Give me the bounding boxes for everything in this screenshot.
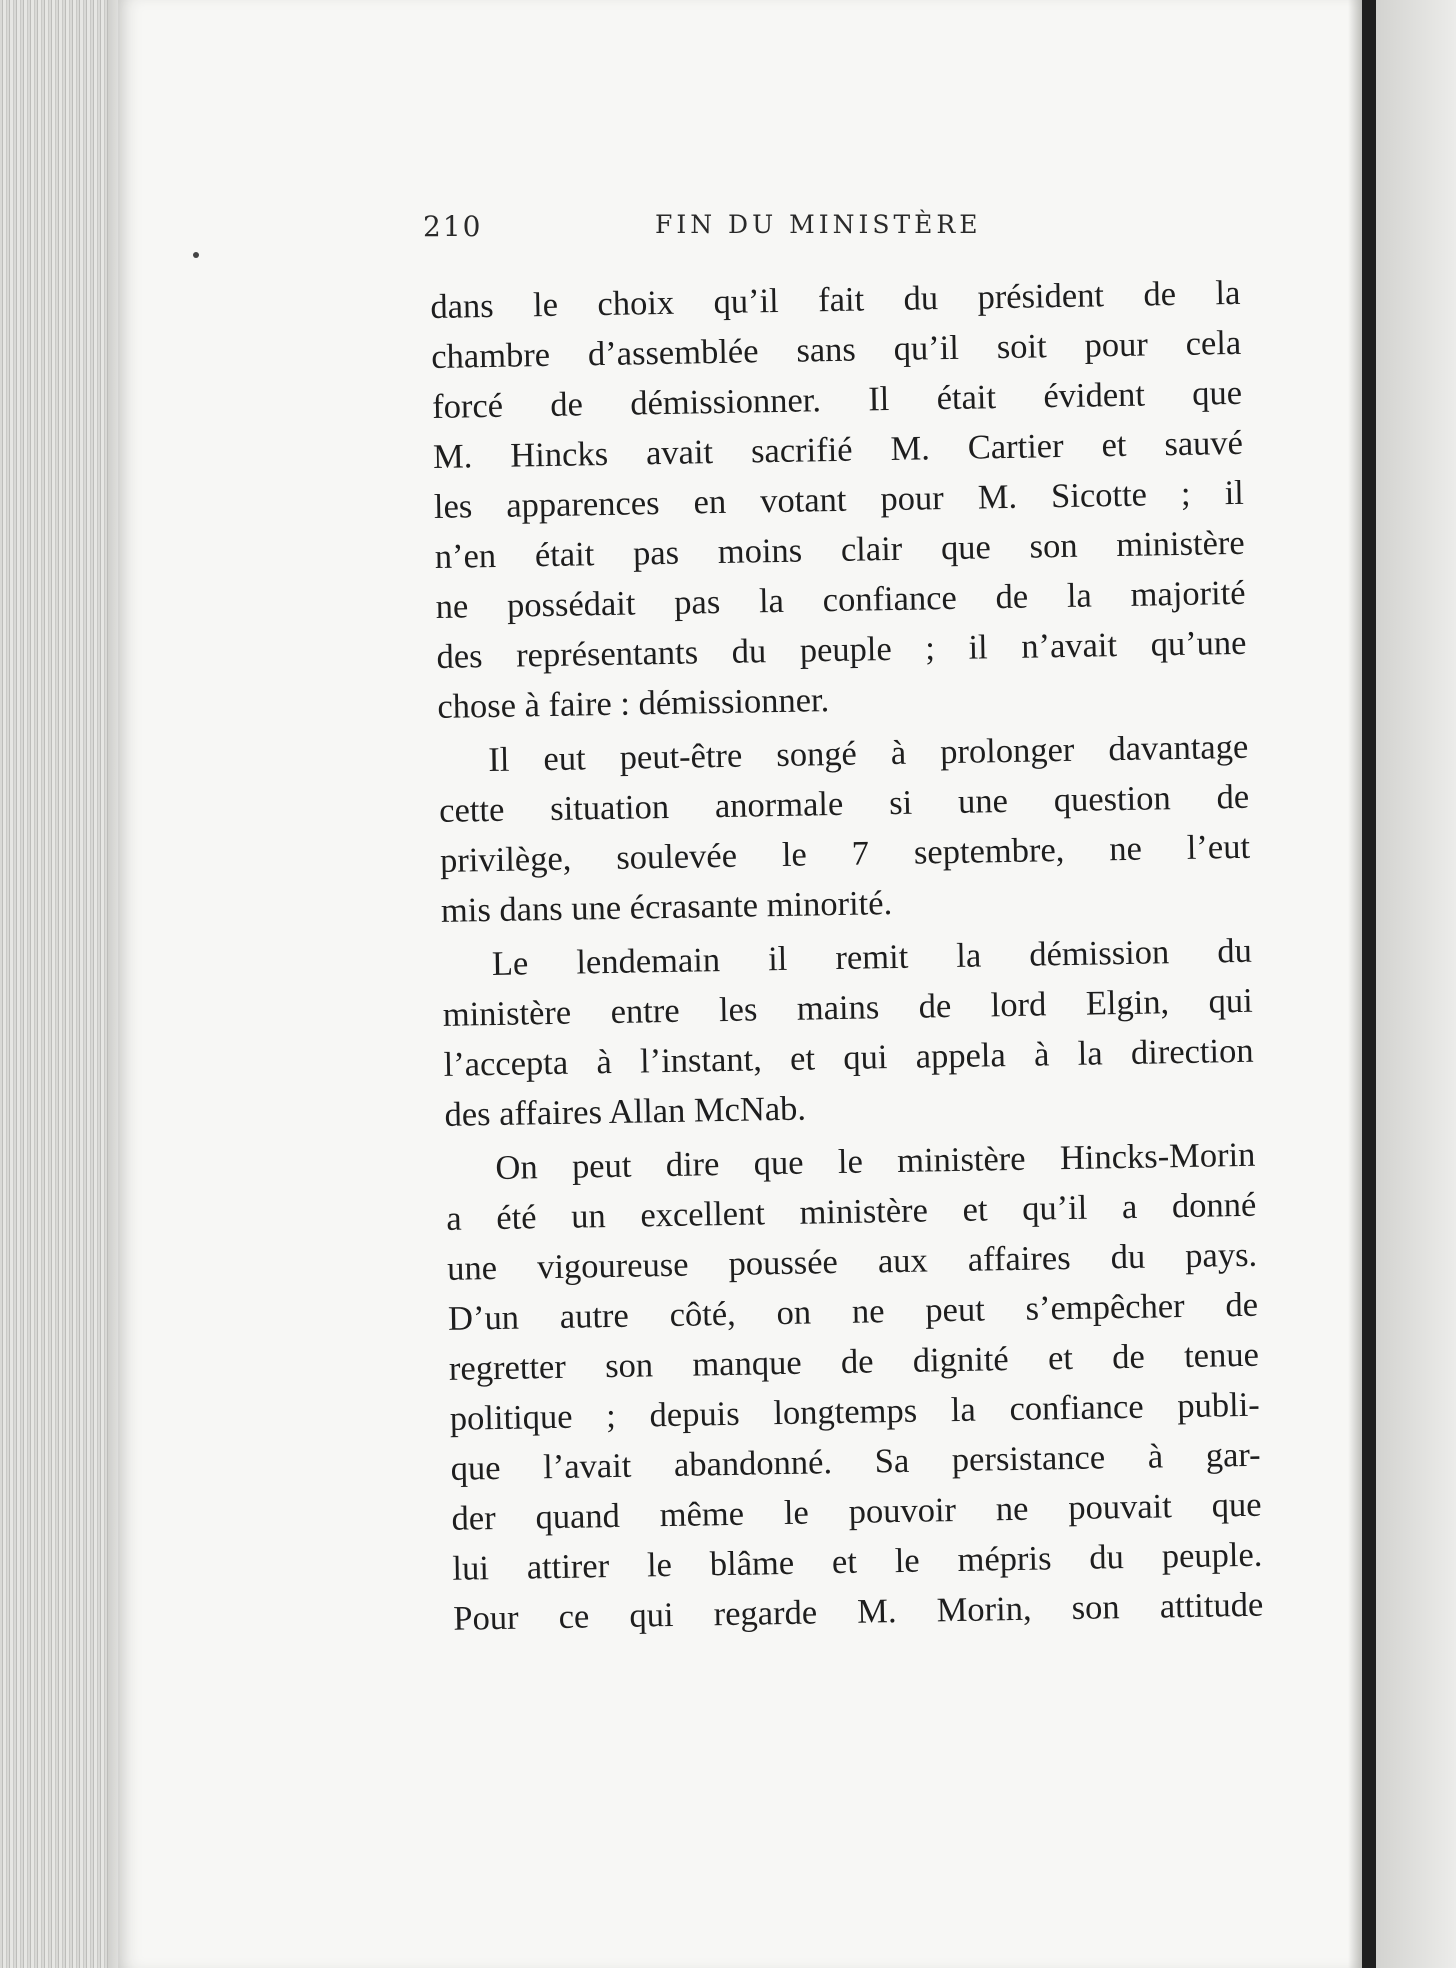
page-number: 210 bbox=[423, 210, 483, 243]
text-line: ne possédait pas la confiance de la majorité bbox=[435, 573, 1246, 626]
text-line: l’accepta à l’instant, et qui appela à la direction bbox=[443, 1031, 1254, 1084]
text-line: regretter son manque de dignité et de tenue bbox=[448, 1335, 1260, 1388]
book-gutter bbox=[1362, 0, 1376, 1968]
text-line: chose à faire : démissionner. bbox=[437, 681, 830, 726]
page-edges bbox=[0, 0, 130, 1968]
text-line: politique ; depuis longtemps la confiance publi- bbox=[449, 1385, 1261, 1438]
body-text bbox=[430, 268, 1264, 1644]
text-line: n’en était pas moins clair que son ministère bbox=[434, 523, 1246, 576]
text-line: M. Hincks avait sacrifié M. Cartier et sauvé bbox=[432, 423, 1244, 476]
paragraph bbox=[438, 722, 1251, 936]
text-line: des représentants du peuple ; il n’avait qu’une bbox=[436, 623, 1247, 676]
scan-speck bbox=[193, 252, 199, 258]
paragraph bbox=[441, 926, 1254, 1140]
text-line: les apparences en votant pour M. Sicotte ; il bbox=[433, 473, 1245, 526]
text-line: Le lendemain il remit la démission du bbox=[491, 931, 1253, 984]
text-line: a été un excellent ministère et qu’il a donné bbox=[446, 1185, 1257, 1238]
text-line: chambre d’assemblée sans qu’il soit pour cela bbox=[430, 323, 1242, 376]
text-line: Pour ce qui regarde M. Morin, son attitude bbox=[453, 1585, 1264, 1638]
text-line: D’un autre côté, on ne peut s’empêcher de bbox=[447, 1285, 1259, 1338]
text-line: cette situation anormale si une question de bbox=[438, 777, 1250, 830]
text-line: der quand même le pouvoir ne pouvait que bbox=[451, 1485, 1262, 1538]
running-title: FIN DU MINISTÈRE bbox=[655, 210, 982, 239]
text-line: forcé de démissionner. Il était évident que bbox=[431, 373, 1243, 426]
text-line: mis dans une écrasante minorité. bbox=[440, 884, 893, 930]
text-line: On peut dire que le ministère Hincks-Morin bbox=[495, 1135, 1256, 1187]
facing-page-edge bbox=[1376, 0, 1456, 1968]
text-line: ministère entre les mains de lord Elgin, qui bbox=[442, 981, 1254, 1034]
text-line: dans le choix qu’il fait du président de la bbox=[430, 273, 1241, 326]
running-head bbox=[423, 210, 1243, 250]
paragraph bbox=[430, 268, 1248, 732]
text-line: des affaires Allan McNab. bbox=[444, 1089, 807, 1134]
text-line: Il eut peut-être songé à prolonger davantage bbox=[488, 727, 1249, 780]
text-line: privilège, soulevée le 7 septembre, ne l’eut bbox=[439, 827, 1251, 880]
text-line: lui attirer le blâme et le mépris du peuple. bbox=[452, 1535, 1263, 1588]
text-line: une vigoureuse poussée aux affaires du pays. bbox=[446, 1235, 1258, 1288]
paragraph bbox=[445, 1130, 1264, 1644]
text-line: que l’avait abandonné. Sa persistance à gar- bbox=[450, 1435, 1261, 1488]
